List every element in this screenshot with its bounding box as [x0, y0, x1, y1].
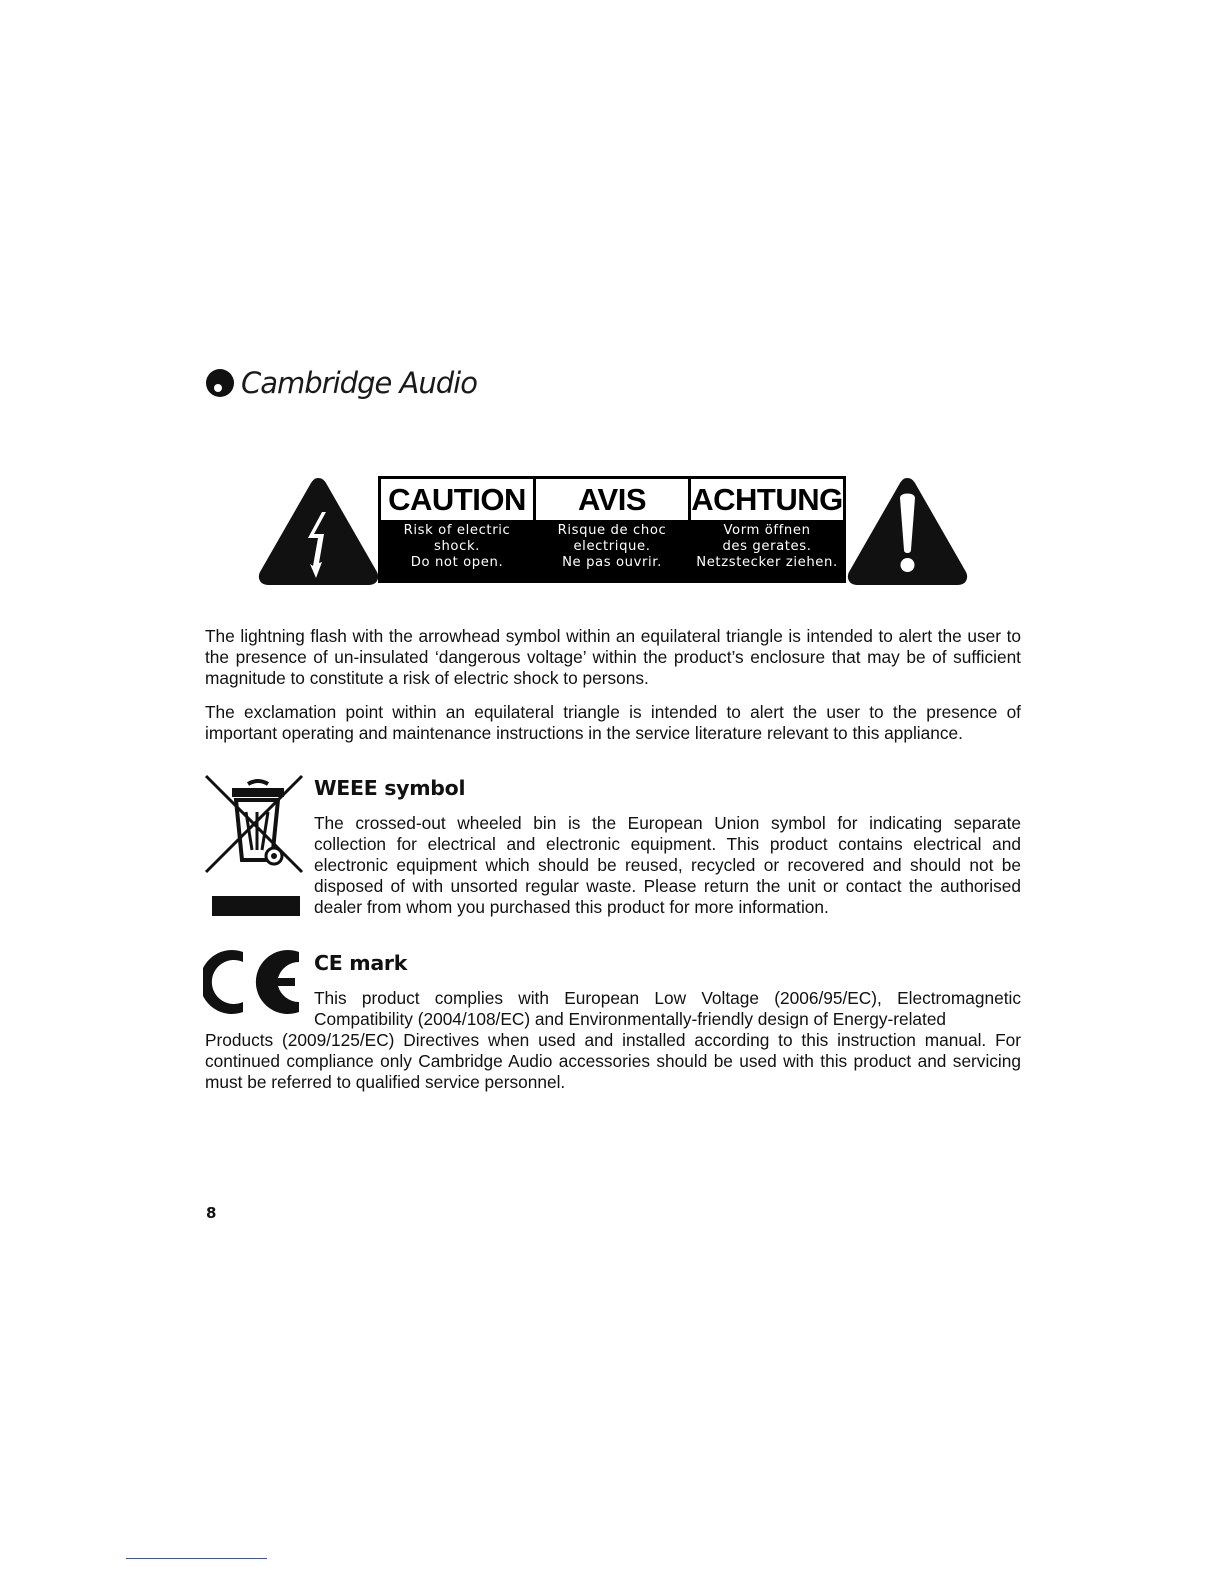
warning-line: Netzstecker ziehen.: [696, 555, 838, 570]
warning-line: Risque de choc: [557, 523, 667, 538]
page-number: 8: [206, 1204, 217, 1222]
brand-name: Cambridge Audio: [241, 366, 477, 400]
warning-line: shock.: [434, 539, 480, 554]
warning-heading: ACHTUNG: [691, 479, 843, 520]
warning-line: Do not open.: [410, 555, 504, 570]
warning-label-achtung: [691, 479, 843, 580]
weee-heading: WEEE symbol: [314, 776, 466, 800]
crossed-out-wheeled-bin-icon: [204, 772, 310, 918]
warning-label: [378, 476, 846, 583]
warning-label-avis: [536, 479, 691, 580]
warning-heading: CAUTION: [381, 479, 533, 520]
cambridge-audio-logo-icon: [205, 368, 235, 398]
warning-line: electrique.: [573, 539, 651, 554]
warning-text: [691, 520, 843, 580]
weee-description: The crossed-out wheeled bin is the European Union symbol for indicating separate collection for electrical and electronic equipment. This product contains electrical and electronic equipment which should be reused, recycled or recovered and should not be disposed of with unsorted regular waste. Please return the unit or contact the authorised dealer from whom you purchased this product for more information.: [314, 813, 1021, 917]
warning-line: Ne pas ouvrir.: [562, 555, 662, 570]
warning-line: des gerates.: [722, 539, 812, 554]
warning-line: Risk of electric: [403, 523, 511, 538]
ce-description: This product complies with European Low Voltage (2006/95/EC), Electromagnetic Compatibility (2004/108/EC) and Environmentally-friendly design of Energy-related: [314, 988, 1021, 1029]
warning-label-caution: [381, 479, 536, 580]
footer-divider: [126, 1558, 267, 1559]
ce-description-continued: Products (2009/125/EC) Directives when used and installed according to this instruction manual. For continued compliance only Cambridge Audio accessories should be used with this product and servicing must be referred to qualified service personnel.: [205, 1030, 1021, 1092]
ce-mark-icon: [203, 946, 305, 1018]
exclamation-symbol-description: The exclamation point within an equilateral triangle is intended to alert the user to the presence of important operating and maintenance instructions in the service literature relevant to this appliance.: [205, 702, 1021, 743]
brand-logo: [205, 366, 477, 400]
electric-shock-warning-icon: [256, 474, 381, 588]
ce-heading: CE mark: [314, 951, 408, 975]
warning-heading: AVIS: [536, 479, 688, 520]
lightning-symbol-description: The lightning flash with the arrowhead symbol within an equilateral triangle is intended to alert the user to the presence of un-insulated ‘dangerous voltage’ within the product’s enclosure that may be of sufficient magnitude to constitute a risk of electric shock to persons.: [205, 626, 1021, 688]
warning-line: Vorm öffnen: [723, 523, 811, 538]
warning-text: [536, 520, 688, 580]
warning-text: [381, 520, 533, 580]
exclamation-warning-icon: [845, 474, 970, 588]
